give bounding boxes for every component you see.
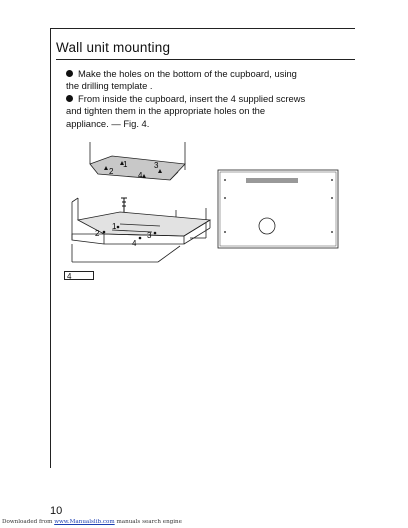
hood-mounting-drawing	[72, 198, 210, 262]
footer-suffix: manuals search engine	[114, 519, 182, 525]
footer-prefix: Downloaded from	[2, 519, 55, 525]
bullet-2-text-1: From inside the cupboard, insert the 4 supplied screws	[78, 92, 306, 104]
bullet-2-line-3: appliance. — Fig. 4.	[66, 117, 150, 129]
manualslib-link[interactable]: www.Manualslib.com	[54, 519, 115, 525]
bullet-icon	[66, 70, 73, 77]
hood-label-4: 4	[132, 239, 137, 248]
top-label-2: 2	[109, 167, 114, 176]
template-hole-dots	[224, 179, 333, 233]
download-footer	[2, 519, 182, 525]
top-rule	[50, 28, 355, 29]
bullet-1-text-1: Make the holes on the bottom of the cupboard, using	[78, 68, 297, 79]
top-label-3: 3	[154, 161, 159, 170]
mounting-illustration	[60, 140, 360, 300]
top-label-1: 1	[123, 160, 128, 169]
page-number: 10	[50, 505, 63, 517]
section-title: Wall unit mounting	[56, 40, 171, 55]
title-underline	[56, 59, 355, 60]
hood-label-3: 3	[147, 231, 152, 240]
instructions	[66, 68, 326, 130]
drilling-template-drawing	[218, 170, 338, 248]
bullet-2-line-2: and tighten them in the appropriate holes on the	[66, 105, 266, 117]
bullet-1-line-1	[66, 68, 326, 80]
hood-label-2: 2	[95, 229, 100, 238]
screw-icon	[121, 198, 127, 212]
top-label-4: 4	[138, 171, 143, 180]
left-margin-rule	[50, 28, 51, 468]
hood-label-1: 1	[112, 222, 117, 231]
figure-caption: 4	[64, 271, 94, 280]
bullet-2-line-1	[66, 93, 326, 105]
bullet-1-line-2: the drilling template .	[66, 80, 153, 92]
bullet-icon	[66, 95, 73, 102]
